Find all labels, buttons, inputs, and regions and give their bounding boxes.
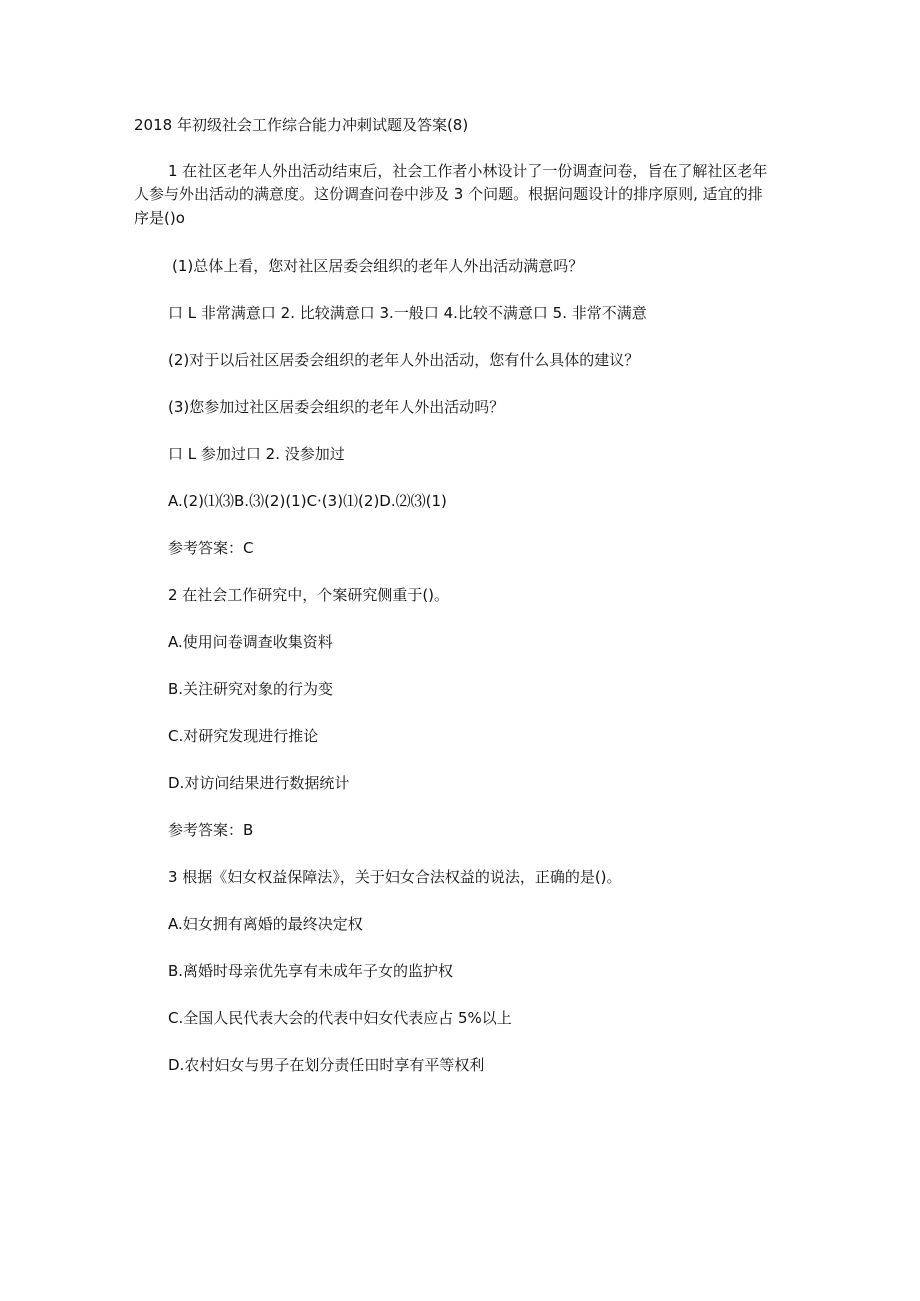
q1-item-2: (2)对于以后社区居委会组织的老年人外出活动，您有什么具体的建议？: [168, 351, 640, 369]
q2-option-d: D.对访问结果进行数据统计: [168, 774, 350, 792]
q2-option-b: B.关注研究对象的行为变: [168, 680, 334, 698]
q3-option-c: C.全国人民代表大会的代表中妇女代表应占 5%以上: [168, 1009, 512, 1027]
q1-stem-line-3: 序是()o: [134, 209, 185, 227]
q3-option-b: B.离婚时母亲优先享有未成年子女的监护权: [168, 962, 454, 980]
q2-option-a: A.使用问卷调查收集资料: [168, 633, 333, 651]
q1-choices: A.(2)⑴⑶B.⑶(2)(1)C·(3)⑴(2)D.⑵⑶(1): [168, 492, 447, 510]
q3-option-d: D.农村妇女与男子在划分责任田时享有平等权利: [168, 1056, 485, 1074]
q1-item-3-options: 口 L 参加过口 2. 没参加过: [168, 445, 345, 463]
q2-option-c: C.对研究发现进行推论: [168, 727, 319, 745]
q1-item-3: (3)您参加过社区居委会组织的老年人外出活动吗？: [168, 398, 505, 416]
q1-stem-line-1: 1 在社区老年人外出活动结束后，社会工作者小林设计了一份调查问卷，旨在了解社区老年: [168, 162, 768, 180]
q1-answer: 参考答案：C: [168, 539, 254, 557]
q2-answer: 参考答案：B: [168, 821, 254, 839]
q3-option-a: A.妇女拥有离婚的最终决定权: [168, 915, 363, 933]
q3-stem: 3 根据《妇女权益保障法》，关于妇女合法权益的说法，正确的是()。: [168, 868, 622, 886]
q1-stem-line-2: 人参与外出活动的满意度。这份调查问卷中涉及 3 个问题。根据问题设计的排序原则, 适宜的排: [134, 185, 763, 203]
q1-item-1: (1)总体上看，您对社区居委会组织的老年人外出活动满意吗？: [172, 257, 584, 275]
q1-item-1-options: 口 L 非常满意口 2. 比较满意口 3.一般口 4.比较不满意口 5. 非常不满意: [168, 304, 647, 322]
q2-stem: 2 在社会工作研究中，个案研究侧重于()。: [168, 586, 450, 604]
document-title: 2018 年初级社会工作综合能力冲刺试题及答案(8): [134, 116, 469, 134]
